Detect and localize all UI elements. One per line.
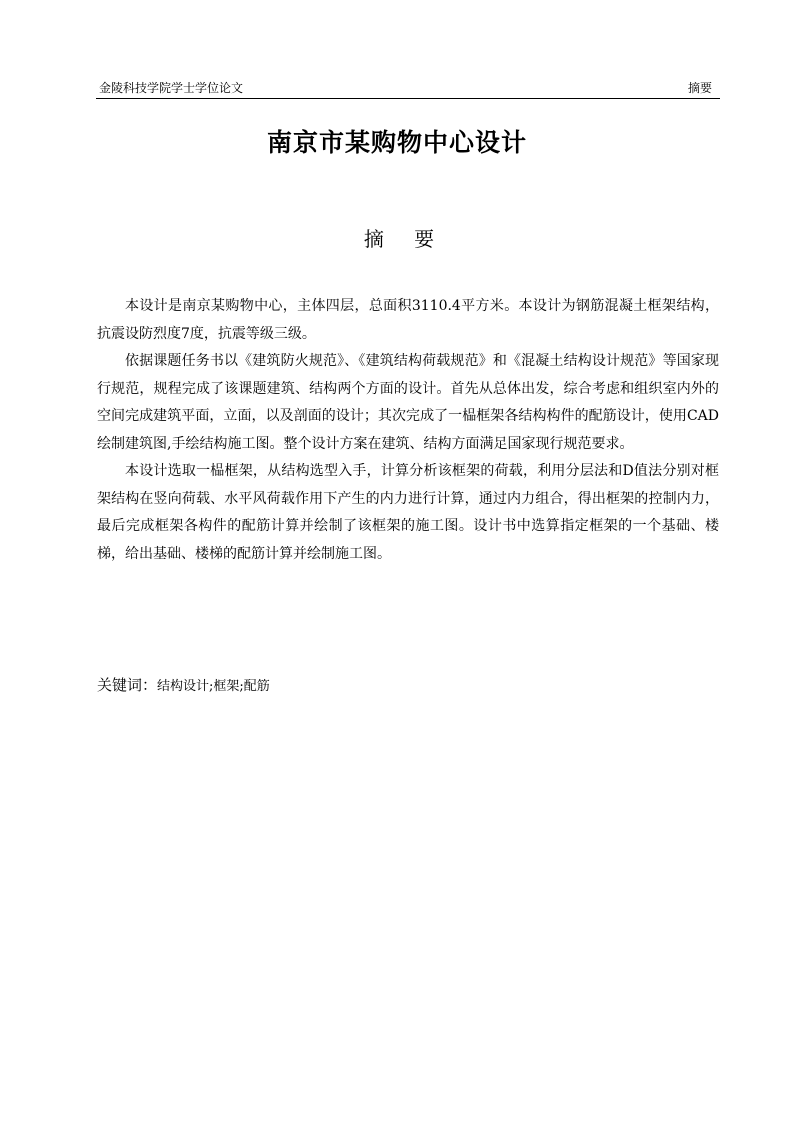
page-header <box>96 80 720 99</box>
document-title: 南京市某购物中心设计 <box>266 128 527 157</box>
header-section-name: 摘要 <box>687 81 712 95</box>
abstract-body <box>97 293 719 568</box>
abstract-heading: 摘 要 <box>363 227 447 251</box>
keywords-label: 关键词： <box>97 676 158 694</box>
abstract-paragraph: 本设计是南京某购物中心，主体四层，总面积3110.4平方米。本设计为钢筋混凝土框架结构，抗震设防烈度7度，抗震等级三级。 <box>97 298 719 342</box>
abstract-paragraph: 本设计选取一榀框架，从结构选型入手，计算分析该框架的荷载，利用分层法和D值法分别对框架结构在竖向荷载、水平风荷载作用下产生的内力进行计算，通过内力组合，得出框架的控制内力，最后完成框架各构件的配筋计算并绘制了该框架的施工图。设计书中选算指定框架的一个基础、楼梯，给出基础、楼梯的配筋计算并绘制施工图。 <box>97 463 719 562</box>
abstract-paragraph: 依据课题任务书以《建筑防火规范》、《建筑结构荷载规范》和《混凝土结构设计规范》等国家现行规范，规程完成了该课题建筑、结构两个方面的设计。首先从总体出发，综合考虑和组织室内外的空间完成建筑平面，立面，以及剖面的设计；其次完成了一榀框架各结构构件的配筋设计，使用CAD绘制建筑图,手绘结构施工图。整个设计方案在建筑、结构方面满足国家现行规范要求。 <box>97 353 719 452</box>
header-institution-title: 金陵科技学院学士学位论文 <box>99 81 244 95</box>
keywords-line <box>97 674 719 698</box>
keywords-value: 结构设计;框架;配筋 <box>157 679 270 694</box>
